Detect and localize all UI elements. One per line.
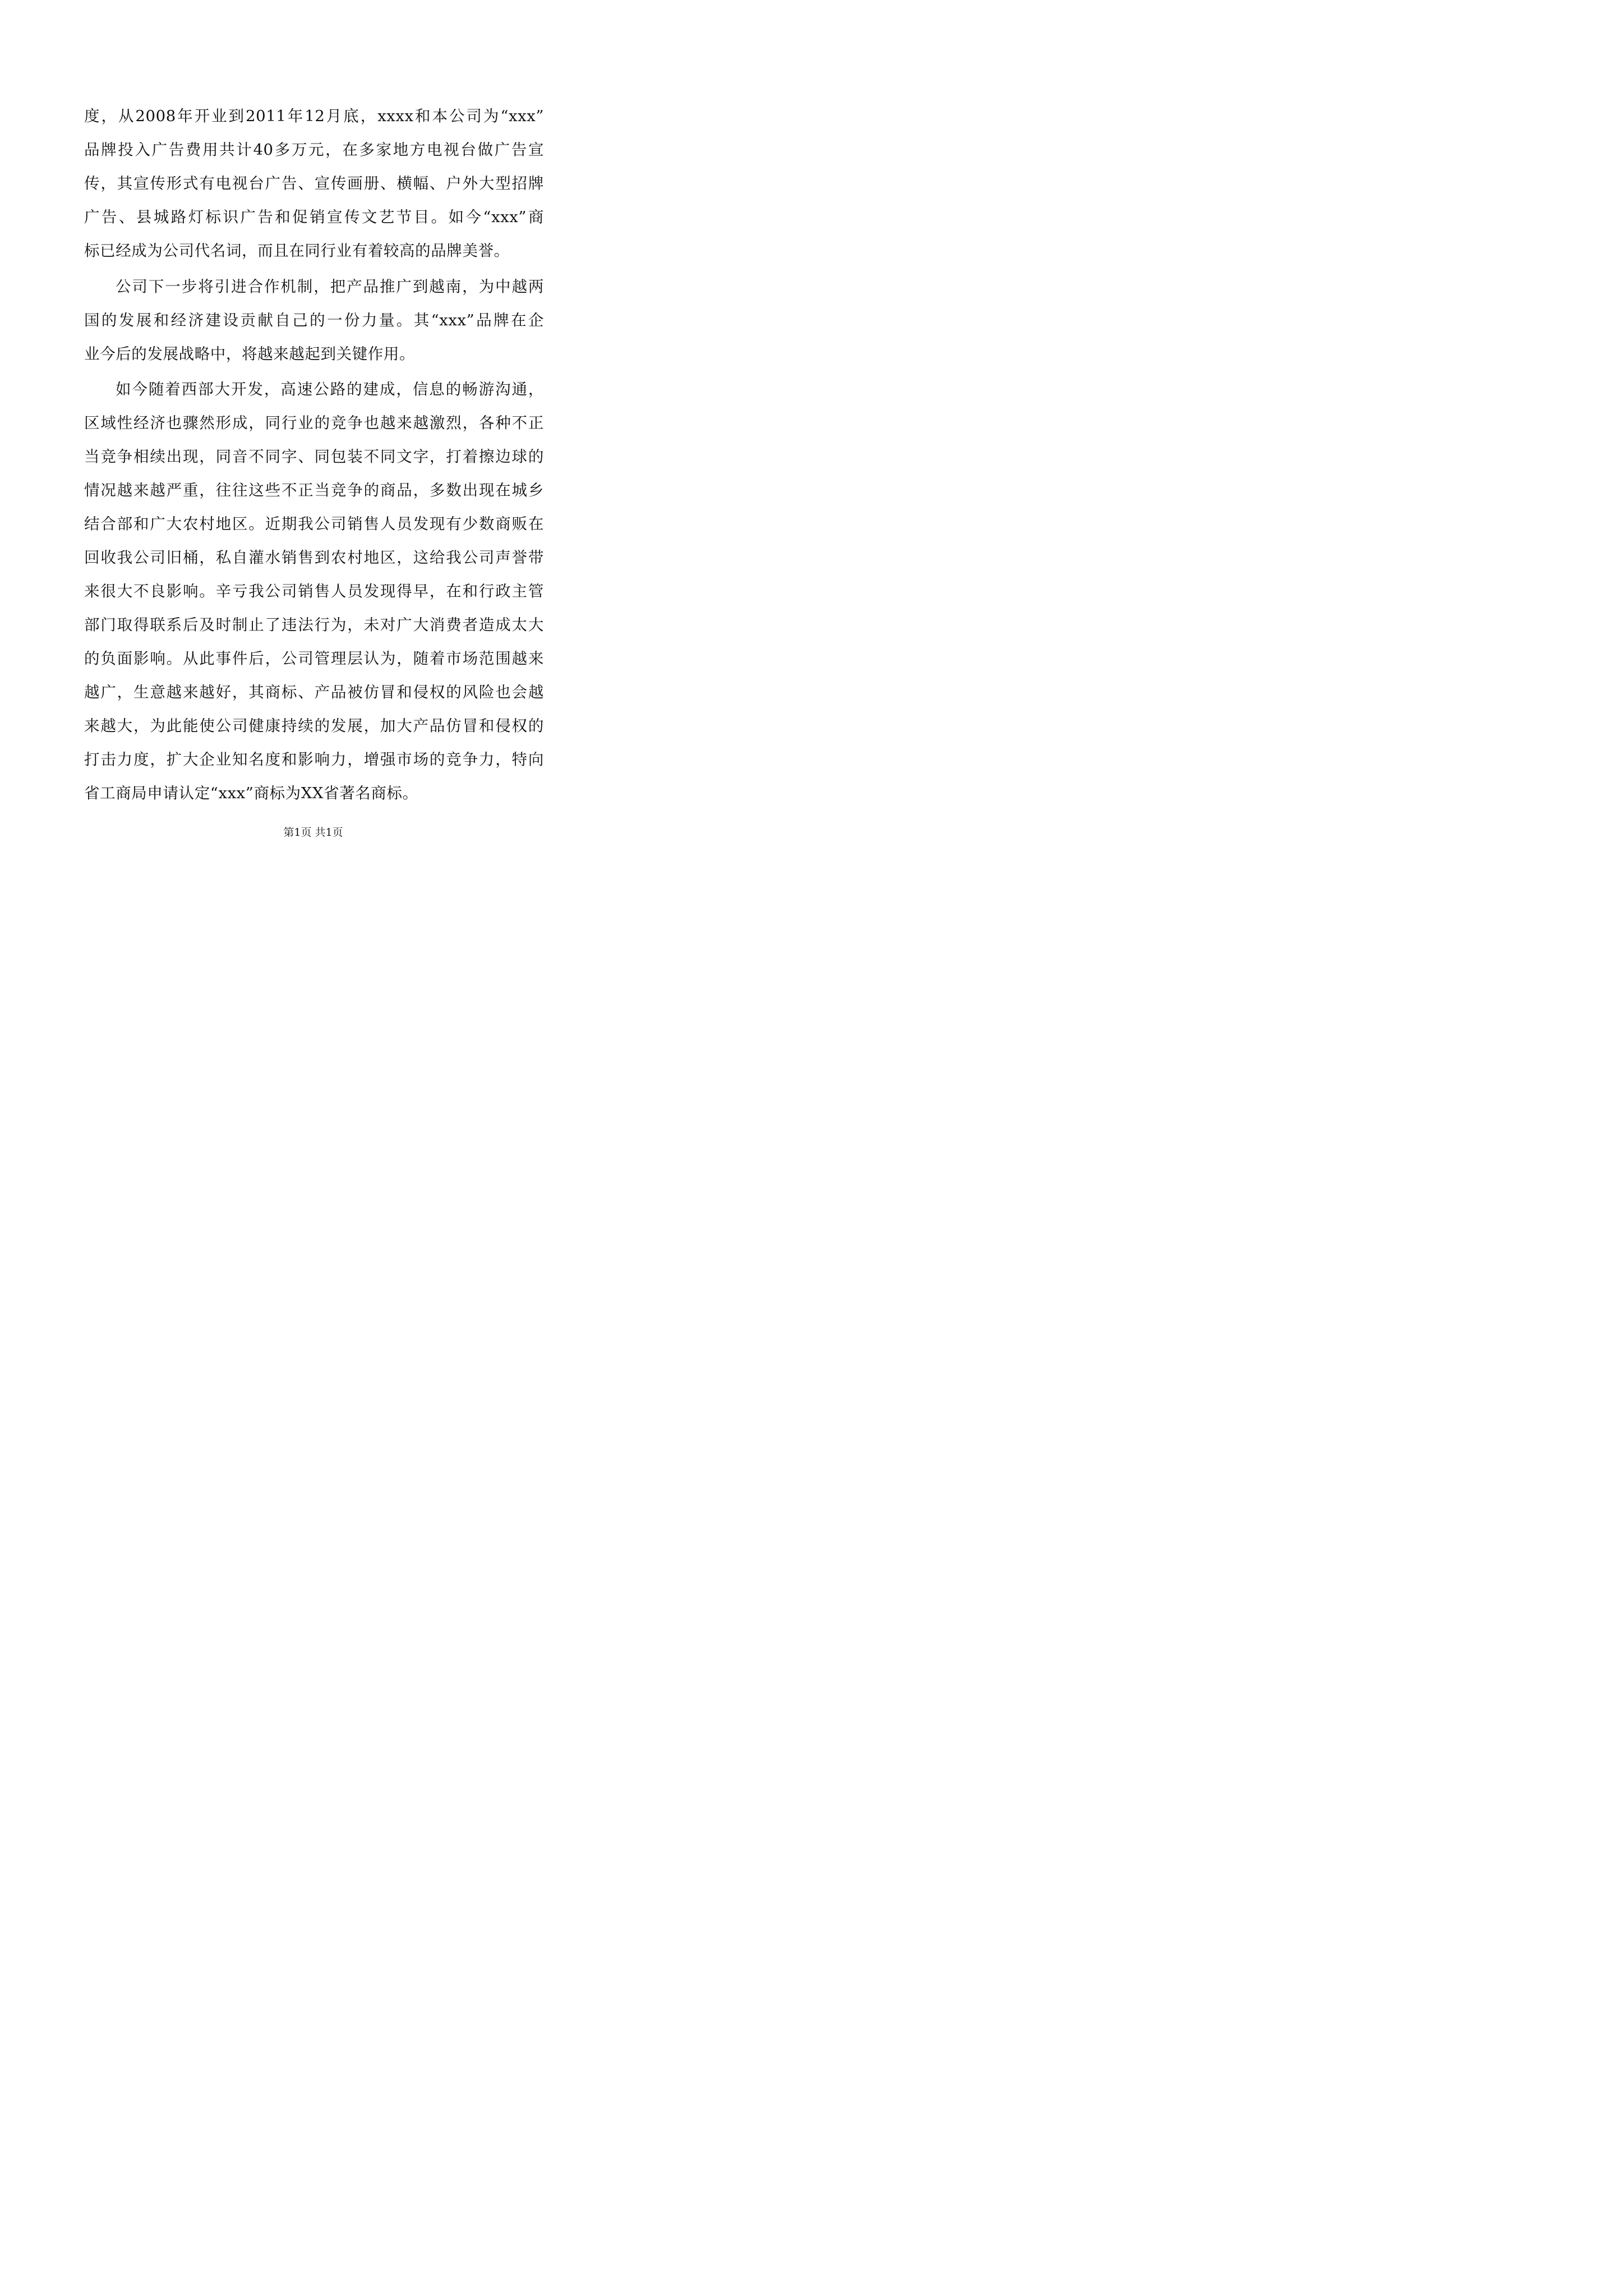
body-text-line: 传，其宣传形式有电视台广告、宣传画册、横幅、户外大型招牌 bbox=[84, 174, 544, 192]
body-text-line: 打击力度，扩大企业知名度和影响力，增强市场的竞争力，特向 bbox=[84, 751, 544, 769]
body-text-line: 来很大不良影响。辛亏我公司销售人员发现得早，在和行政主管 bbox=[84, 582, 544, 600]
body-text-line: 公司下一步将引进合作机制，把产品推广到越南，为中越两 bbox=[116, 278, 544, 296]
body-text-line: 省工商局申请认定“xxx”商标为XX省著名商标。 bbox=[84, 784, 418, 802]
body-text-line: 如今随着西部大开发，高速公路的建成，信息的畅游沟通， bbox=[116, 380, 544, 398]
body-text-line: 国的发展和经济建设贡献自己的一份力量。其“xxx”品牌在企 bbox=[84, 311, 544, 329]
body-text-line: 来越大，为此能使公司健康持续的发展，加大产品仿冒和侵权的 bbox=[84, 717, 544, 735]
body-text-line: 结合部和广大农村地区。近期我公司销售人员发现有少数商贩在 bbox=[84, 515, 544, 533]
body-text-line: 业今后的发展战略中，将越来越起到关键作用。 bbox=[84, 345, 416, 363]
body-text-line: 标已经成为公司代名词，而且在同行业有着较高的品牌美誉。 bbox=[84, 242, 510, 260]
body-text-line: 度，从2008年开业到2011年12月底，xxxx和本公司为“xxx” bbox=[84, 107, 544, 125]
document-page bbox=[0, 0, 626, 886]
body-text-line: 当竞争相续出现，同音不同字、同包装不同文字，打着擦边球的 bbox=[84, 448, 544, 466]
page-footer: 第1页 共1页 bbox=[283, 826, 343, 839]
body-text-line: 区域性经济也骤然形成，同行业的竞争也越来越激烈，各种不正 bbox=[84, 414, 544, 432]
body-text-line: 部门取得联系后及时制止了违法行为，未对广大消费者造成太大 bbox=[84, 616, 544, 634]
body-text-line: 越广，生意越来越好，其商标、产品被仿冒和侵权的风险也会越 bbox=[84, 683, 544, 701]
body-text-line: 品牌投入广告费用共计40多万元，在多家地方电视台做广告宣 bbox=[84, 141, 544, 159]
body-text-line: 情况越来越严重，往往这些不正当竞争的商品，多数出现在城乡 bbox=[84, 481, 544, 499]
body-text-line: 的负面影响。从此事件后，公司管理层认为，随着市场范围越来 bbox=[84, 650, 544, 668]
body-text-line: 回收我公司旧桶，私自灌水销售到农村地区，这给我公司声誉带 bbox=[84, 549, 544, 567]
body-text-line: 广告、县城路灯标识广告和促销宣传文艺节目。如今“xxx”商 bbox=[84, 208, 544, 226]
